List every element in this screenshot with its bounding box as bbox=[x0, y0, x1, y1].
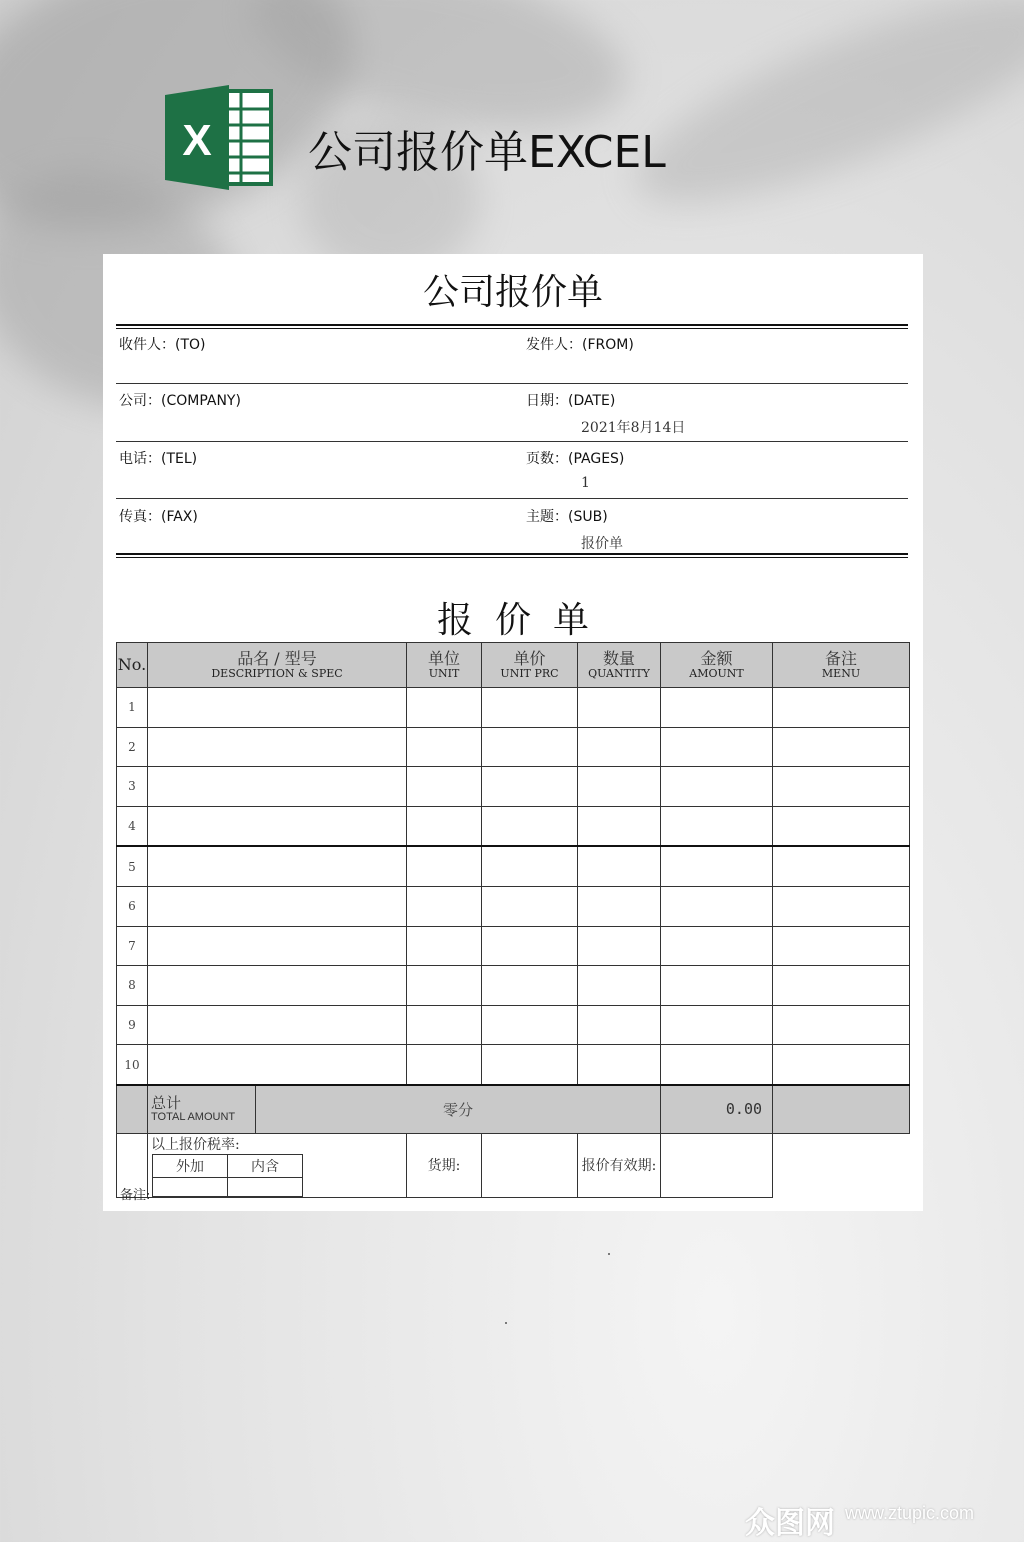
remark-cell[interactable] bbox=[773, 727, 910, 767]
quantity-cell[interactable] bbox=[578, 727, 661, 767]
pages-label: 页数：(PAGES) bbox=[526, 451, 625, 467]
total-label-cn: 总计 bbox=[151, 1093, 182, 1112]
description-cell[interactable] bbox=[148, 846, 407, 886]
fax-label: 传真：(FAX) bbox=[119, 509, 198, 525]
table-row bbox=[117, 926, 910, 966]
speck bbox=[608, 1253, 610, 1255]
quantity-cell[interactable] bbox=[578, 886, 661, 926]
column-header-remark bbox=[773, 643, 910, 688]
unit-price-cell[interactable] bbox=[482, 1005, 578, 1045]
column-header-cn: 数量 bbox=[603, 648, 636, 668]
amount-cell[interactable] bbox=[661, 846, 773, 886]
unit-cell[interactable] bbox=[407, 886, 482, 926]
remark-cell[interactable] bbox=[773, 966, 910, 1006]
total-in-words: 零分 bbox=[256, 1085, 661, 1134]
tax-excl-label: 外加 bbox=[153, 1154, 228, 1177]
unit-cell[interactable] bbox=[407, 966, 482, 1006]
row-number: 6 bbox=[117, 886, 148, 926]
description-cell[interactable] bbox=[148, 1005, 407, 1045]
amount-cell[interactable] bbox=[661, 767, 773, 807]
amount-cell[interactable] bbox=[661, 806, 773, 846]
remark-cell[interactable] bbox=[773, 767, 910, 807]
quantity-cell[interactable] bbox=[578, 846, 661, 886]
column-header-en: AMOUNT bbox=[689, 666, 744, 680]
company-label: 公司：(COMPANY) bbox=[119, 393, 241, 409]
unit-cell[interactable] bbox=[407, 1045, 482, 1085]
remark-cell[interactable] bbox=[773, 846, 910, 886]
background-shadow bbox=[614, 0, 1024, 242]
remark-label: 备注: bbox=[120, 1188, 151, 1203]
speck bbox=[505, 1322, 507, 1324]
quote-title: 报价单 bbox=[436, 600, 611, 641]
table-row bbox=[117, 806, 910, 846]
column-header-unit bbox=[407, 643, 482, 688]
amount-cell[interactable] bbox=[661, 1045, 773, 1085]
description-cell[interactable] bbox=[148, 806, 407, 846]
unit-cell[interactable] bbox=[407, 926, 482, 966]
column-header-cn: 单位 bbox=[428, 648, 461, 668]
unit-price-cell[interactable] bbox=[482, 886, 578, 926]
unit-cell[interactable] bbox=[407, 846, 482, 886]
total-blank-cell bbox=[117, 1085, 148, 1134]
amount-cell[interactable] bbox=[661, 886, 773, 926]
total-label-en: TOTAL AMOUNT bbox=[151, 1110, 236, 1123]
total-row bbox=[117, 1085, 910, 1134]
tel-label: 电话：(TEL) bbox=[119, 451, 198, 467]
amount-cell[interactable] bbox=[661, 727, 773, 767]
total-amount: 0.00 bbox=[661, 1085, 773, 1134]
double-rule bbox=[116, 553, 908, 555]
quotation-sheet bbox=[103, 254, 923, 1211]
table-row bbox=[117, 727, 910, 767]
quantity-cell[interactable] bbox=[578, 966, 661, 1006]
to-label: 收件人：(TO) bbox=[119, 337, 206, 353]
unit-price-cell[interactable] bbox=[482, 688, 578, 728]
description-cell[interactable] bbox=[148, 688, 407, 728]
unit-cell[interactable] bbox=[407, 767, 482, 807]
unit-price-cell[interactable] bbox=[482, 767, 578, 807]
quantity-cell[interactable] bbox=[578, 806, 661, 846]
remark-cell[interactable] bbox=[773, 886, 910, 926]
description-cell[interactable] bbox=[148, 966, 407, 1006]
divider bbox=[116, 498, 908, 499]
sub-label: 主题：(SUB) bbox=[526, 509, 608, 525]
unit-price-cell[interactable] bbox=[482, 926, 578, 966]
table-row bbox=[117, 966, 910, 1006]
column-header-unit-price bbox=[482, 643, 578, 688]
column-header-en: DESCRIPTION & SPEC bbox=[211, 666, 343, 680]
column-header-en: MENU bbox=[821, 666, 861, 680]
tax-options bbox=[152, 1154, 303, 1197]
column-header-cn: 金额 bbox=[700, 648, 733, 668]
description-cell[interactable] bbox=[148, 727, 407, 767]
unit-price-cell[interactable] bbox=[482, 1045, 578, 1085]
tax-excl-cell[interactable] bbox=[153, 1178, 228, 1197]
row-number: 7 bbox=[117, 926, 148, 966]
tax-rate-label-cell bbox=[148, 1133, 407, 1197]
quantity-cell[interactable] bbox=[578, 688, 661, 728]
description-cell[interactable] bbox=[148, 926, 407, 966]
sheet-title: 公司报价单 bbox=[422, 272, 603, 313]
remark-cell[interactable] bbox=[773, 1005, 910, 1045]
tax-incl-cell[interactable] bbox=[228, 1178, 303, 1197]
amount-cell[interactable] bbox=[661, 926, 773, 966]
date-label: 日期：(DATE) bbox=[526, 393, 616, 409]
divider bbox=[116, 441, 908, 442]
no-header: No. bbox=[117, 643, 148, 688]
svg-text:X: X bbox=[182, 116, 212, 165]
tax-rate-label: 以上报价税率: bbox=[151, 1136, 240, 1153]
tax-incl-label: 内含 bbox=[228, 1154, 303, 1177]
double-rule bbox=[116, 324, 908, 326]
remark-cell[interactable] bbox=[773, 688, 910, 728]
column-header-description bbox=[148, 643, 407, 688]
column-header-cn: 单价 bbox=[513, 648, 546, 668]
date-value: 2021年8月14日 bbox=[581, 420, 686, 436]
pages-value: 1 bbox=[581, 475, 590, 491]
unit-cell[interactable] bbox=[407, 727, 482, 767]
row-number: 1 bbox=[117, 688, 148, 728]
excel-icon bbox=[165, 85, 273, 190]
quantity-cell[interactable] bbox=[578, 767, 661, 807]
table-row bbox=[117, 886, 910, 926]
quantity-cell[interactable] bbox=[578, 926, 661, 966]
watermark-url: www.ztupic.com bbox=[845, 1503, 975, 1523]
column-header-cn: 品名 / 型号 bbox=[237, 648, 317, 668]
tax-row bbox=[117, 1133, 910, 1197]
table-row bbox=[117, 688, 910, 728]
column-header-amount bbox=[661, 643, 773, 688]
row-number: 4 bbox=[117, 806, 148, 846]
amount-cell[interactable] bbox=[661, 966, 773, 1006]
column-header-en: UNIT bbox=[428, 666, 460, 680]
divider bbox=[116, 383, 908, 384]
column-header-en: UNIT PRC bbox=[500, 666, 559, 680]
column-header-en: QUANTITY bbox=[588, 666, 650, 680]
description-cell[interactable] bbox=[148, 1045, 407, 1085]
amount-cell[interactable] bbox=[661, 688, 773, 728]
items-table bbox=[116, 642, 910, 1198]
row-number: 2 bbox=[117, 727, 148, 767]
table-row bbox=[117, 846, 910, 886]
validity-value-cell[interactable] bbox=[661, 1133, 773, 1197]
row-number: 5 bbox=[117, 846, 148, 886]
delivery-label: 货期: bbox=[407, 1133, 482, 1197]
unit-cell[interactable] bbox=[407, 688, 482, 728]
validity-label: 报价有效期: bbox=[578, 1133, 661, 1197]
row-number: 9 bbox=[117, 1005, 148, 1045]
row-number: 8 bbox=[117, 966, 148, 1006]
table-row bbox=[117, 1045, 910, 1085]
amount-cell[interactable] bbox=[661, 1005, 773, 1045]
total-remark-cell bbox=[773, 1085, 910, 1134]
tax-options-grid bbox=[152, 1154, 303, 1197]
row-number: 10 bbox=[117, 1045, 148, 1085]
delivery-value-cell[interactable] bbox=[482, 1133, 578, 1197]
quantity-cell[interactable] bbox=[578, 1005, 661, 1045]
column-header-cn: 备注 bbox=[825, 648, 858, 668]
unit-cell[interactable] bbox=[407, 1005, 482, 1045]
description-cell[interactable] bbox=[148, 767, 407, 807]
unit-price-cell[interactable] bbox=[482, 846, 578, 886]
row-number: 3 bbox=[117, 767, 148, 807]
unit-price-cell[interactable] bbox=[482, 966, 578, 1006]
table-row bbox=[117, 767, 910, 807]
column-header-quantity bbox=[578, 643, 661, 688]
description-cell[interactable] bbox=[148, 886, 407, 926]
unit-price-cell[interactable] bbox=[482, 727, 578, 767]
total-label bbox=[148, 1085, 256, 1134]
unit-price-cell[interactable] bbox=[482, 806, 578, 846]
unit-cell[interactable] bbox=[407, 806, 482, 846]
remark-cell[interactable] bbox=[773, 806, 910, 846]
quantity-cell[interactable] bbox=[578, 1045, 661, 1085]
watermark-brand: 众图网 bbox=[745, 1506, 835, 1541]
sub-value: 报价单 bbox=[581, 536, 623, 552]
page-title: 公司报价单EXCEL bbox=[308, 127, 666, 178]
table-row bbox=[117, 1005, 910, 1045]
from-label: 发件人：(FROM) bbox=[526, 337, 634, 353]
remark-cell[interactable] bbox=[773, 926, 910, 966]
remark-cell[interactable] bbox=[773, 1045, 910, 1085]
